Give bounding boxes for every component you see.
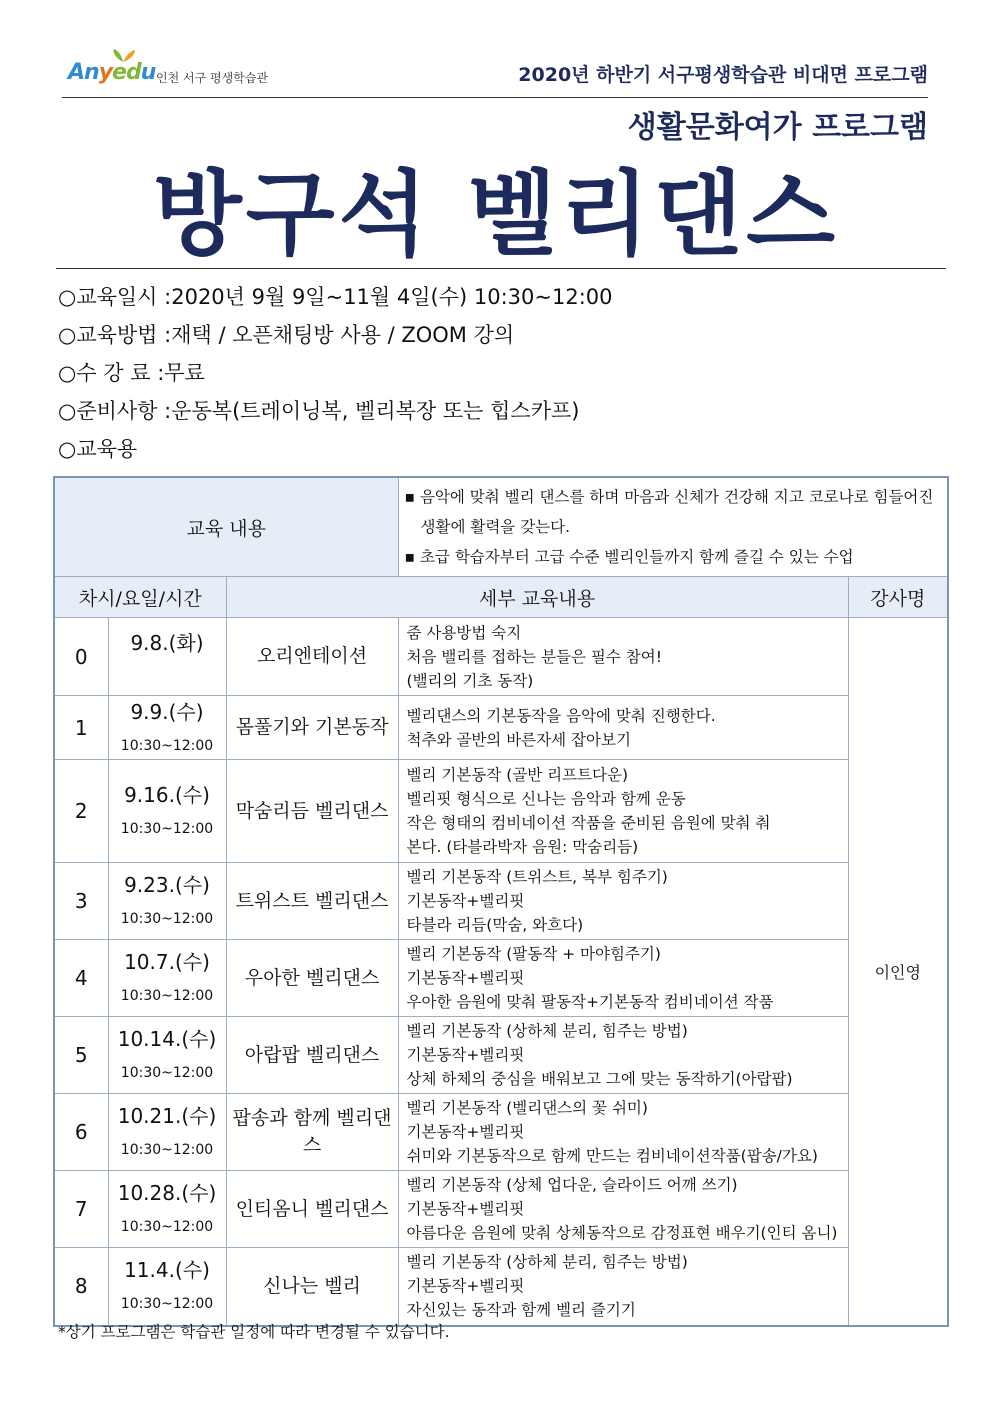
intro-label: 교육 내용 [54, 477, 398, 577]
logo-wordmark [68, 60, 155, 85]
session-detail: 벨리 기본동작 (팔동작 + 마야힘주기) 기본동작+벨리핏 우아한 음원에 맞춰 팔동작+기본동작 컴비네이션 작품 [398, 940, 848, 1017]
session-date: 10.14.(수) 10:30~12:00 [108, 1017, 226, 1094]
session-number: 3 [54, 863, 108, 940]
text: An [68, 60, 99, 85]
table-row [54, 1094, 948, 1171]
session-detail: 벨리 기본동작 (상하체 분리, 힘주는 방법) 기본동작+벨리핏 자신있는 동작과 함께 벨리 즐기기 [398, 1248, 848, 1326]
session-topic: 막숨리듬 벨리댄스 [226, 760, 398, 863]
text: ○교육일시 : [58, 285, 172, 309]
page-title: 방구석 벨리댄스 [152, 161, 840, 268]
session-detail: 벨리 기본동작 (상하체 분리, 힘주는 방법) 기본동작+벨리핏 상체 하체의 중심을 배워보고 그에 맞는 동작하기(아랍팝) [398, 1017, 848, 1094]
text: 재택 / 오픈채팅방 사용 / ZOOM 강의 [171, 323, 515, 347]
session-date: 9.8.(화) [108, 618, 226, 696]
session-date: 10.21.(수) 10:30~12:00 [108, 1094, 226, 1171]
text: 무료 [164, 361, 205, 385]
session-date: 9.16.(수) 10:30~12:00 [108, 760, 226, 863]
session-topic: 트위스트 벨리댄스 [226, 863, 398, 940]
teacher-name: 이인영 [848, 618, 948, 1326]
table-row [54, 760, 948, 863]
info-list [58, 282, 613, 472]
info-preparation [58, 396, 613, 434]
session-topic: 팝송과 함께 벨리댄스 [226, 1094, 398, 1171]
col-detail: 세부 교육내용 [226, 577, 848, 618]
session-topic: 오리엔테이션 [226, 618, 398, 696]
session-number: 1 [54, 696, 108, 760]
text: y [98, 60, 113, 85]
session-topic: 아랍팝 벨리댄스 [226, 1017, 398, 1094]
intro-row [54, 477, 948, 577]
table-row [54, 1017, 948, 1094]
header-row [54, 577, 948, 618]
session-number: 6 [54, 1094, 108, 1171]
divider [62, 97, 928, 98]
session-detail: 벨리 기본동작 (트위스트, 복부 힘주기) 기본동작+벨리핏 타블라 리듬(막숨, 와흐다) [398, 863, 848, 940]
session-date: 10.7.(수) 10:30~12:00 [108, 940, 226, 1017]
info-method [58, 320, 613, 358]
session-detail: 벨리댄스의 기본동작을 음악에 맞춰 진행한다. 척추와 골반의 바른자세 잡아보기 [398, 696, 848, 760]
table-row [54, 1171, 948, 1248]
logo [68, 50, 308, 94]
session-date: 9.23.(수) 10:30~12:00 [108, 863, 226, 940]
info-date [58, 282, 613, 320]
text: ed [112, 60, 141, 85]
session-number: 7 [54, 1171, 108, 1248]
session-topic: 인티옴니 벨리댄스 [226, 1171, 398, 1248]
program-title: 2020년 하반기 서구평생학습관 비대면 프로그램 [518, 64, 928, 86]
session-number: 4 [54, 940, 108, 1017]
divider [56, 268, 946, 269]
col-teacher: 강사명 [848, 577, 948, 618]
session-number: 5 [54, 1017, 108, 1094]
session-date: 10.28.(수) 10:30~12:00 [108, 1171, 226, 1248]
text: 운동복(트레이닝복, 벨리복장 또는 힙스카프) [171, 399, 580, 423]
intro-content: ▪ 음악에 맞춰 벨리 댄스를 하며 마음과 신체가 건강해 지고 코로나로 힘들어진 생활에 활력을 갖는다. ▪ 초급 학습자부터 고급 수준 벨리인들까지 함께 즐길 수 있는 수업 [398, 477, 948, 577]
session-date: 9.9.(수) 10:30~12:00 [108, 696, 226, 760]
text: ○수 강 료 : [58, 361, 165, 385]
table-row [54, 1248, 948, 1326]
session-detail: 벨리 기본동작 (벨리댄스의 꽃 쉬미) 기본동작+벨리핏 쉬미와 기본동작으로 함께 만드는 컴비네이션작품(팝송/가요) [398, 1094, 848, 1171]
text: 2020년 9월 9일~11월 4일(수) 10:30~12:00 [171, 285, 613, 309]
col-session: 차시/요일/시간 [54, 577, 226, 618]
info-target [58, 434, 613, 472]
text: u [140, 60, 156, 85]
table-row [54, 618, 948, 696]
session-detail: 벨리 기본동작 (골반 리프트다운) 벨리핏 형식으로 신나는 음악과 함께 운동 작은 형태의 컴비네이션 작품을 준비된 음원에 맞춰 춰 본다. (타블라박자 음원: 막숨리듬) [398, 760, 848, 863]
session-detail: 줌 사용방법 숙지 처음 밸리를 접하는 분들은 필수 참여! (밸리의 기초 동작) [398, 618, 848, 696]
schedule-table [53, 476, 949, 1327]
session-topic: 몸풀기와 기본동작 [226, 696, 398, 760]
table-row [54, 940, 948, 1017]
session-date: 11.4.(수) 10:30~12:00 [108, 1248, 226, 1326]
session-number: 8 [54, 1248, 108, 1326]
table-row [54, 863, 948, 940]
info-fee [58, 358, 613, 396]
text: ○교육방법 : [58, 323, 172, 347]
session-detail: 벨리 기본동작 (상체 업다운, 슬라이드 어깨 쓰기) 기본동작+벨리핏 아름다운 음원에 맞춰 상체동작으로 감정표현 배우기(인티 옴니) [398, 1171, 848, 1248]
category-title: 생활문화여가 프로그램 [627, 110, 928, 145]
session-number: 0 [54, 618, 108, 696]
text: ○교육용 [58, 437, 138, 461]
footnote: *상기 프로그램은 학습관 일정에 따라 변경될 수 있습니다. [58, 1323, 450, 1341]
session-topic: 신나는 벨리 [226, 1248, 398, 1326]
table-row [54, 696, 948, 760]
text: ○준비사항 : [58, 399, 172, 423]
session-topic: 우아한 벨리댄스 [226, 940, 398, 1017]
logo-subtitle: 인천 서구 평생학습관 [156, 71, 268, 85]
session-number: 2 [54, 760, 108, 863]
